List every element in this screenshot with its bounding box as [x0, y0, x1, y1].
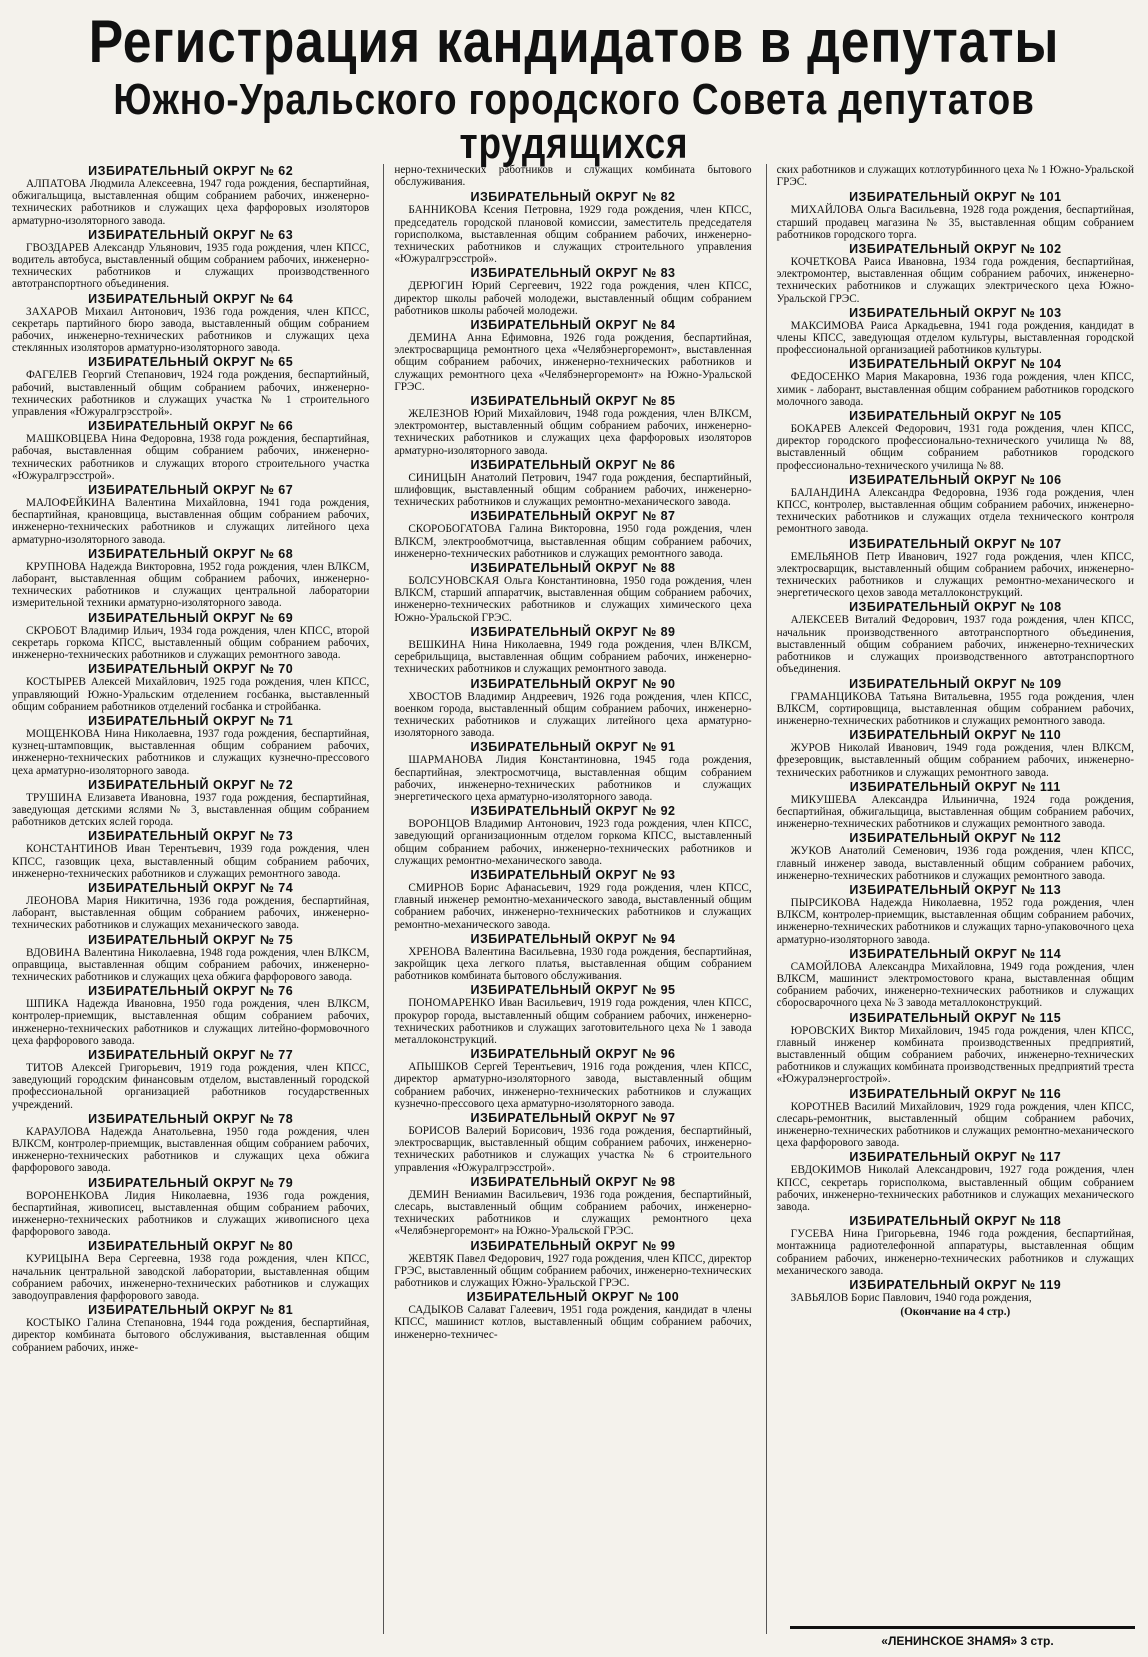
candidate-text: ГРАМАНЦИКОВА Татьяна Витальевна, 1955 года рождения, член ВЛКСМ, сортировщица, выставленная общим собранием рабочих, инженерно-технических работников и служащих ремонтного завода.	[776, 690, 1134, 727]
okrug-title: ИЗБИРАТЕЛЬНЫЙ ОКРУГ № 78	[88, 1111, 294, 1126]
candidate-text: МАКСИМОВА Раиса Аркадьевна, 1941 года рождения, кандидат в члены КПСС, заведующая отделом культуры, выставленная городской профессиональной организацией работников культуры.	[776, 319, 1134, 357]
candidate-text: ЗАВЬЯЛОВ Борис Павлович, 1940 года рождения,	[790, 1292, 1032, 1305]
okrug-title: ИЗБИРАТЕЛЬНЫЙ ОКРУГ № 97	[470, 1110, 676, 1125]
okrug-entry	[12, 164, 369, 227]
okrug-entry	[12, 1048, 369, 1111]
okrug-title: ИЗБИРАТЕЛЬНЫЙ ОКРУГ № 96	[470, 1047, 676, 1062]
okrug-entry	[12, 778, 369, 829]
okrug-entry	[394, 1239, 751, 1290]
okrug-title: ИЗБИРАТЕЛЬНЫЙ ОКРУГ № 102	[849, 242, 1062, 257]
candidate-text: ШПИКА Надежда Ивановна, 1950 года рождения, член ВЛКСМ, контролер-приемщик, выставленная общим собранием рабочих, инженерно-технических работников и служащих литейно-формовочного цеха фарфорового завода.	[12, 998, 370, 1047]
okrug-title: ИЗБИРАТЕЛЬНЫЙ ОКРУГ № 87	[470, 509, 676, 524]
okrug-title: ИЗБИРАТЕЛЬНЫЙ ОКРУГ № 77	[88, 1047, 294, 1062]
okrug-entry	[394, 625, 751, 676]
okrug-entry	[777, 1214, 1134, 1277]
candidate-text: МАЛОФЕЙКИНА Валентина Михайловна, 1941 года рождения, беспартийная, крановщица, выставленная общим собранием рабочих, инженерно-технических работников и служащих литейного цеха арматурно-изоляторного завода.	[12, 497, 370, 546]
columns	[12, 164, 1134, 1634]
okrug-title: ИЗБИРАТЕЛЬНЫЙ ОКРУГ № 108	[849, 600, 1062, 615]
subheadline: Южно-Уральского городского Совета депутатов трудящихся	[113, 75, 1035, 168]
okrug-entry	[777, 306, 1134, 357]
okrug-title: ИЗБИРАТЕЛЬНЫЙ ОКРУГ № 81	[88, 1303, 294, 1318]
column-3	[766, 164, 1134, 1634]
candidate-text: ЖЕВТЯК Павел Федорович, 1927 года рождения, член КПСС, директор ГРЭС, выставленный общим собранием рабочих, инженерно-технических работников и служащих Южно-Уральской ГРЭС.	[394, 1252, 752, 1290]
okrug-entry	[12, 547, 369, 610]
okrug-title: ИЗБИРАТЕЛЬНЫЙ ОКРУГ № 82	[470, 190, 676, 205]
candidate-text: БАЛАНДИНА Александра Федоровна, 1936 года рождения, член КПСС, контролер, выставленная общим собранием рабочих, инженерно-технических работников и служащих отдела технического контроля ремонтного завода.	[776, 486, 1134, 536]
okrug-entry	[394, 983, 751, 1046]
candidate-text: МИКУШЕВА Александра Ильинична, 1924 года рождения, беспартийная, обжигальщица, выставленная общим собранием рабочих, инженерно-технических работников и служащих ремонтного завода.	[776, 793, 1134, 831]
okrug-title: ИЗБИРАТЕЛЬНЫЙ ОКРУГ № 113	[849, 882, 1062, 897]
okrug-title: ИЗБИРАТЕЛЬНЫЙ ОКРУГ № 84	[470, 318, 676, 333]
okrug-title: ИЗБИРАТЕЛЬНЫЙ ОКРУГ № 69	[88, 610, 294, 625]
okrug-entry	[777, 1087, 1134, 1150]
candidate-text: ВОРОНЦОВ Владимир Антонович, 1923 года рождения, член КПСС, заведующий организационным отделом горкома КПСС, выставленный общим собранием рабочих, инженерно-технических работников и служащих ремонтно-механического завода.	[394, 818, 752, 867]
okrug-title: ИЗБИРАТЕЛЬНЫЙ ОКРУГ № 76	[88, 984, 294, 999]
okrug-title: ИЗБИРАТЕЛЬНЫЙ ОКРУГ № 100	[466, 1290, 680, 1305]
okrug-entry	[394, 1111, 751, 1174]
candidate-text: ДЕМИНА Анна Ефимовна, 1926 года рождения, беспартийная, электросварщица ремонтного цеха «Челябэнергоремонт», выставленная общим собранием рабочих, инженерно-технических работников и служащих ремонтного цеха «Челябэнергоремонт» на Южно-Уральской ГРЭС.	[394, 332, 752, 393]
okrug-entry	[777, 537, 1134, 600]
candidate-text: БОРИСОВ Валерий Борисович, 1936 года рождения, беспартийный, электросварщик, выставленный общим собранием рабочих, инженерно-технических работников и служащих участка № 6 строительного управления «Южуралгрэсстрой».	[394, 1124, 752, 1174]
okrug-title: ИЗБИРАТЕЛЬНЫЙ ОКРУГ № 73	[88, 829, 294, 844]
candidate-text: БАННИКОВА Ксения Петровна, 1929 года рождения, член КПСС, председатель городской плановой комиссии, заместитель председателя горисполкома, выставленная общим собранием рабочих, инженерно-технических работников и служащих строительного управления «Южуралгрэсстрой».	[394, 204, 752, 266]
okrug-title: ИЗБИРАТЕЛЬНЫЙ ОКРУГ № 72	[88, 777, 294, 792]
candidate-text: ГВОЗДАРЕВ Александр Ульянович, 1935 года рождения, член КПСС, водитель автобуса, выставленный общим собранием рабочих, инженерно-технических работников и служащих производственного автотранспортного объединения.	[12, 241, 370, 291]
candidate-text: КОСТЫРЕВ Алексей Михайлович, 1925 года рождения, член КПСС, управляющий Южно-Уральским отделением госбанка, выставленный общим собранием работников отделений госбанка и стройбанка.	[12, 676, 370, 713]
column-1	[12, 164, 369, 1634]
okrug-title: ИЗБИРАТЕЛЬНЫЙ ОКРУГ № 86	[470, 457, 676, 472]
candidate-text: СИНИЦЫН Анатолий Петрович, 1947 года рождения, беспартийный, шлифовщик, выставленный общим собранием рабочих, инженерно-технических работников и служащих ремонтно-механического завода.	[394, 471, 752, 509]
okrug-entry	[777, 1150, 1134, 1213]
footer-rule	[790, 1626, 1135, 1629]
okrug-entry	[777, 831, 1134, 882]
okrug-entry	[777, 1011, 1134, 1086]
page-footer: «ЛЕНИНСКОЕ ЗНАМЯ» 3 стр.	[881, 1634, 1054, 1648]
okrug-entry	[777, 677, 1134, 728]
okrug-entry	[12, 1239, 369, 1302]
okrug-entry	[12, 662, 369, 713]
okrug-title: ИЗБИРАТЕЛЬНЫЙ ОКРУГ № 74	[88, 880, 294, 895]
okrug-title: ИЗБИРАТЕЛЬНЫЙ ОКРУГ № 85	[470, 394, 676, 409]
okrug-entry	[777, 190, 1134, 241]
okrug-title: ИЗБИРАТЕЛЬНЫЙ ОКРУГ № 64	[88, 291, 294, 306]
candidate-text: АЛПАТОВА Людмила Алексеевна, 1947 года рождения, беспартийная, обжигальщица, выставленная общим собранием рабочих, инженерно-технических работников и служащих цеха фарфоровых изоляторов арматурно-изоляторного завода.	[12, 178, 370, 227]
okrug-entry	[777, 883, 1134, 946]
candidate-text: СКРОБОТ Владимир Ильич, 1934 года рождения, член КПСС, второй секретарь горкома КПСС, выставленный общим собранием рабочих, инженерно-технических работников и служащих ремонтного завода.	[12, 624, 370, 662]
okrug-title: ИЗБИРАТЕЛЬНЫЙ ОКРУГ № 66	[88, 419, 294, 434]
okrug-title: ИЗБИРАТЕЛЬНЫЙ ОКРУГ № 94	[470, 931, 676, 946]
okrug-entry	[12, 714, 369, 777]
candidate-text: САДЫКОВ Салават Галеевич, 1951 года рождения, кандидат в члены КПСС, машинист котлов, выставленный общим собранием рабочих, инженерно-техничес-	[394, 1304, 752, 1341]
okrug-title: ИЗБИРАТЕЛЬНЫЙ ОКРУГ № 116	[849, 1086, 1062, 1101]
okrug-entry	[394, 1047, 751, 1110]
candidate-text: ЛЕОНОВА Мария Никитична, 1936 года рождения, беспартийная, лаборант, выставленная общим собранием рабочих, инженерно-технических работников и служащих механического завода.	[12, 894, 370, 932]
okrug-entry	[12, 829, 369, 880]
okrug-title: ИЗБИРАТЕЛЬНЫЙ ОКРУГ № 117	[849, 1150, 1062, 1165]
okrug-entry	[394, 190, 751, 265]
okrug-entry	[12, 1176, 369, 1239]
okrug-title: ИЗБИРАТЕЛЬНЫЙ ОКРУГ № 91	[470, 740, 676, 755]
okrug-entry	[12, 1303, 369, 1354]
okrug-entry	[394, 677, 751, 740]
candidate-text: ДЕРЮГИН Юрий Сергеевич, 1922 года рождения, член КПСС, директор школы рабочей молодежи, выставленный общим собранием работников школы рабочей молодежи.	[394, 280, 752, 317]
candidate-text: ТИТОВ Алексей Григорьевич, 1919 года рождения, член КПСС, заведующий городским финансовым отделом, выставленный городской профессиональной организацией работников государственных учреждений.	[12, 1061, 370, 1111]
column-2	[383, 164, 751, 1634]
okrug-title: ИЗБИРАТЕЛЬНЫЙ ОКРУГ № 75	[88, 932, 294, 947]
candidate-text: ЗАХАРОВ Михаил Антонович, 1936 года рождения, член КПСС, секретарь партийного бюро завода, выставленный общим собранием рабочих, инженерно-технических работников и служащих цеха стеклянных изоляторов арматурно-изоляторного завода.	[12, 305, 370, 355]
okrug-entry	[394, 509, 751, 560]
candidate-text: КРУПНОВА Надежда Викторовна, 1952 года рождения, член ВЛКСМ, лаборант, выставленная общим собранием рабочих, инженерно-технических работников и служащих центральной лаборатории измерительной техники арматурно-изоляторного завода.	[12, 560, 370, 610]
candidate-text: СКОРОБОГАТОВА Галина Викторовна, 1950 года рождения, член ВЛКСМ, электрообмотчица, выставленная общим собранием рабочих, инженерно-технических работников и служащих ремонтного завода.	[394, 523, 752, 560]
candidate-text: АЛЕКСЕЕВ Виталий Федорович, 1937 года рождения, член КПСС, начальник производственного автотранспортного объединения, выставленный общим собранием рабочих, инженерно-технических работников и служащих производственного автотранспортного объединения.	[776, 614, 1134, 676]
okrug-entry	[12, 984, 369, 1047]
okrug-title: ИЗБИРАТЕЛЬНЫЙ ОКРУГ № 119	[849, 1278, 1062, 1293]
okrug-title: ИЗБИРАТЕЛЬНЫЙ ОКРУГ № 71	[88, 713, 294, 728]
okrug-entry	[777, 409, 1134, 472]
okrug-entry	[12, 1112, 369, 1175]
candidate-text: ЖУКОВ Анатолий Семенович, 1936 года рождения, член КПСС, главный инженер завода, выставленный общим собранием рабочих, инженерно-технических работников и служащих ремонтного завода.	[776, 845, 1134, 882]
okrug-entry	[777, 947, 1134, 1010]
okrug-entry	[777, 473, 1134, 536]
candidate-text: ХВОСТОВ Владимир Андреевич, 1926 года рождения, член КПСС, военком города, выставленный общим собранием рабочих, инженерно-технических работников и служащих литейного цеха арматурно-изоляторного завода.	[394, 690, 752, 740]
okrug-title: ИЗБИРАТЕЛЬНЫЙ ОКРУГ № 89	[470, 624, 676, 639]
okrug-entry	[394, 266, 751, 317]
okrug-entry	[394, 318, 751, 393]
okrug-entry	[12, 611, 369, 662]
candidate-text: ВОРОНЕНКОВА Лидия Николаевна, 1936 года рождения, беспартийная, живописец, выставленная общим собранием рабочих, инженерно-технических работников и служащих живописного цеха фарфорового завода.	[12, 1189, 370, 1239]
candidate-text: МОЩЕНКОВА Нина Николаевна, 1937 года рождения, беспартийная, кузнец-штамповщик, выставленная общим собранием рабочих, инженерно-технических работников и служащих кузнечно-прессового цеха арматурно-изоляторного завода.	[12, 727, 370, 777]
okrug-entry	[777, 600, 1134, 675]
continued-note: (Окончание на 4 стр.)	[900, 1306, 1011, 1319]
okrug-entry	[12, 355, 369, 418]
okrug-title: ИЗБИРАТЕЛЬНЫЙ ОКРУГ № 106	[849, 472, 1062, 487]
okrug-title: ИЗБИРАТЕЛЬНЫЙ ОКРУГ № 90	[470, 676, 676, 691]
okrug-title: ИЗБИРАТЕЛЬНЫЙ ОКРУГ № 79	[88, 1175, 294, 1190]
candidate-text: КОРОТНЕВ Василий Михайлович, 1929 года рождения, член КПСС, слесарь-ремонтник, выставленный общим собранием рабочих, инженерно-технических работников и служащих ремонтно-механического цеха фарфорового завода.	[776, 1100, 1134, 1150]
okrug-title: ИЗБИРАТЕЛЬНЫЙ ОКРУГ № 99	[470, 1238, 676, 1253]
okrug-title: ИЗБИРАТЕЛЬНЫЙ ОКРУГ № 95	[470, 983, 676, 998]
okrug-title: ИЗБИРАТЕЛЬНЫЙ ОКРУГ № 107	[849, 536, 1062, 551]
okrug-entry	[12, 419, 369, 482]
okrug-title: ИЗБИРАТЕЛЬНЫЙ ОКРУГ № 63	[88, 227, 294, 242]
okrug-title: ИЗБИРАТЕЛЬНЫЙ ОКРУГ № 105	[849, 409, 1062, 424]
candidate-text: БОКАРЕВ Алексей Федорович, 1931 года рождения, член КПСС, директор городского профессионально-технического училища № 88, выставленный общим собранием работников городского профессионально-технического училища № 88.	[776, 423, 1134, 472]
okrug-title: ИЗБИРАТЕЛЬНЫЙ ОКРУГ № 104	[849, 357, 1062, 372]
okrug-entry	[777, 1278, 1134, 1304]
okrug-entry	[394, 1175, 751, 1238]
okrug-entry	[12, 228, 369, 291]
okrug-title: ИЗБИРАТЕЛЬНЫЙ ОКРУГ № 65	[88, 355, 294, 370]
continuation-text: ских работников и служащих котлотурбинного цеха № 1 Южно-Уральской ГРЭС.	[776, 164, 1134, 189]
candidate-text: МИХАЙЛОВА Ольга Васильевна, 1928 года рождения, беспартийная, старший продавец магазина № 35, выставленная общим собранием работников городского торга.	[776, 204, 1134, 241]
candidate-text: СМИРНОВ Борис Афанасьевич, 1929 года рождения, член КПСС, главный инженер ремонтно-механического завода, выставленный общим собранием рабочих, инженерно-технических работников и служащих ремонтно-механического завода.	[394, 881, 752, 931]
okrug-entry	[394, 740, 751, 803]
okrug-entry	[394, 458, 751, 509]
candidate-text: ДЕМИН Вениамин Васильевич, 1936 года рождения, беспартийный, слесарь, выставленный общим собранием рабочих, инженерно-технических работников и служащих ремонтного цеха «Челябэнергоремонт» на Южно-Уральской ГРЭС.	[394, 1188, 752, 1238]
candidate-text: ЕМЕЛЬЯНОВ Петр Иванович, 1927 года рождения, член КПСС, электросварщик, выставленный общим собранием рабочих, инженерно-технических работников и служащих ремонтно-механического и энергетического цехов завода металлоконструкций.	[776, 550, 1134, 600]
okrug-title: ИЗБИРАТЕЛЬНЫЙ ОКРУГ № 115	[849, 1010, 1062, 1025]
okrug-title: ИЗБИРАТЕЛЬНЫЙ ОКРУГ № 111	[849, 779, 1061, 794]
okrug-title: ИЗБИРАТЕЛЬНЫЙ ОКРУГ № 98	[470, 1174, 676, 1189]
okrug-entry	[394, 868, 751, 931]
candidate-text: АПЫШКОВ Сергей Терентьевич, 1916 года рождения, член КПСС, директор арматурно-изоляторного завода, выставленный общим собранием рабочих, инженерно-технических работников и служащих кузнечно-прессового цеха арматурно-изоляторного завода.	[394, 1061, 752, 1110]
candidate-text: ХРЕНОВА Валентина Васильевна, 1930 года рождения, беспартийная, закройщик цеха легкого платья, выставленная общим собранием работников комбината бытового обслуживания.	[394, 945, 752, 983]
okrug-entry	[394, 561, 751, 624]
okrug-title: ИЗБИРАТЕЛЬНЫЙ ОКРУГ № 101	[849, 190, 1062, 205]
okrug-title: ИЗБИРАТЕЛЬНЫЙ ОКРУГ № 93	[470, 867, 676, 882]
candidate-text: МАШКОВЦЕВА Нина Федоровна, 1938 года рождения, беспартийная, рабочая, выставленная общим собранием рабочих, инженерно-технических работников и служащих второго строительного участка «Южуралгрэсстрой».	[12, 433, 370, 482]
okrug-entry	[12, 483, 369, 546]
candidate-text: КОНСТАНТИНОВ Иван Терентьевич, 1939 года рождения, член КПСС, газовщик цеха, выставленный общим собранием рабочих, инженерно-технических работников и служащих ремонтного завода.	[12, 843, 370, 880]
candidate-text: ЖУРОВ Николай Иванович, 1949 года рождения, член ВЛКСМ, фрезеровщик, выставленный общим собранием рабочих, инженерно-технических работников и служащих ремонтного завода.	[776, 742, 1134, 779]
okrug-title: ИЗБИРАТЕЛЬНЫЙ ОКРУГ № 118	[849, 1214, 1062, 1229]
candidate-text: КАРАУЛОВА Надежда Анатольевна, 1950 года рождения, член ВЛКСМ, контролер-приемщик, выставленная общим собранием рабочих, инженерно-технических работников и служащих цеха обжига фарфорового завода.	[12, 1125, 370, 1175]
okrug-entry	[394, 1290, 751, 1341]
candidate-text: ФЕДОСЕНКО Мария Макаровна, 1936 года рождения, член КПСС, химик - лаборант, выставленная общим собранием работников городского молочного завода.	[776, 371, 1134, 408]
candidate-text: ГУСЕВА Нина Григорьевна, 1946 года рождения, беспартийная, монтажница радиотелефонной аппаратуры, выставленная общим собранием рабочих, инженерно-технических работников и служащих механического завода.	[776, 1228, 1134, 1277]
okrug-title: ИЗБИРАТЕЛЬНЫЙ ОКРУГ № 83	[470, 266, 676, 281]
okrug-entry	[394, 932, 751, 983]
candidate-text: САМОЙЛОВА Александра Михайловна, 1949 года рождения, член ВЛКСМ, машинист электромостового крана, выставленная общим собранием рабочих, инженерно-технических работников и служащих сборосварочного цеха № 3 завода металлоконструкций.	[776, 960, 1134, 1010]
candidate-text: ЕВДОКИМОВ Николай Александрович, 1927 года рождения, член КПСС, секретарь горисполкома, выставленный общим собранием рабочих, инженерно-технических работников и служащих механического завода.	[776, 1164, 1134, 1213]
candidate-text: ВЕШКИНА Нина Николаевна, 1949 года рождения, член ВЛКСМ, серебрильщица, выставленная общим собранием рабочих, инженерно-технических работников и служащих ремонтного завода.	[394, 638, 752, 676]
candidate-text: ТРУШИНА Елизавета Ивановна, 1937 года рождения, беспартийная, заведующая детскими яслями № 3, выставленная общим собранием работников детских яслей города.	[12, 791, 370, 829]
okrug-entry	[394, 394, 751, 457]
okrug-title: ИЗБИРАТЕЛЬНЫЙ ОКРУГ № 62	[88, 164, 294, 178]
okrug-entry	[777, 728, 1134, 779]
okrug-title: ИЗБИРАТЕЛЬНЫЙ ОКРУГ № 67	[88, 483, 294, 498]
candidate-text: БОЛСУНОВСКАЯ Ольга Константиновна, 1950 года рождения, член ВЛКСМ, старший аппаратчик, выставленная общим собранием рабочих, инженерно-технических работников и служащих химического цеха Южно-Уральской ГРЭС.	[394, 575, 752, 624]
okrug-title: ИЗБИРАТЕЛЬНЫЙ ОКРУГ № 103	[849, 305, 1062, 320]
candidate-text: КОСТЫКО Галина Степановна, 1944 года рождения, беспартийная, директор комбината бытового обслуживания, выставленная общим собранием рабочих, инже-	[12, 1317, 370, 1354]
okrug-entry	[12, 933, 369, 984]
headline: Регистрация кандидатов в депутаты	[88, 8, 1060, 75]
okrug-title: ИЗБИРАТЕЛЬНЫЙ ОКРУГ № 112	[849, 831, 1062, 846]
okrug-title: ИЗБИРАТЕЛЬНЫЙ ОКРУГ № 68	[88, 546, 294, 561]
okrug-entry	[777, 780, 1134, 831]
okrug-title: ИЗБИРАТЕЛЬНЫЙ ОКРУГ № 92	[470, 804, 676, 819]
continuation-text: нерно-технических работников и служащих комбината бытового обслуживания.	[394, 164, 752, 189]
okrug-title: ИЗБИРАТЕЛЬНЫЙ ОКРУГ № 70	[88, 662, 294, 677]
candidate-text: КУРИЦЫНА Вера Сергеевна, 1938 года рождения, член КПСС, начальник центральной заводской лаборатории, выставленная общим собранием рабочих, инженерно-технических работников и служащих заводоуправления фарфорового завода.	[12, 1253, 370, 1303]
okrug-title: ИЗБИРАТЕЛЬНЫЙ ОКРУГ № 110	[849, 728, 1062, 743]
candidate-text: ПОНОМАРЕНКО Иван Васильевич, 1919 года рождения, член КПСС, прокурор города, выставленный общим собранием рабочих, инженерно-технических работников и служащих заготовительного цеха № 1 завода металлоконструкций.	[394, 997, 752, 1046]
candidate-text: ПЫРСИКОВА Надежда Николаевна, 1952 года рождения, член ВЛКСМ, контролер-приемщик, выставленная общим собранием рабочих, инженерно-технических работников и служащих тарно-упаковочного цеха арматурно-изоляторного завода.	[776, 896, 1134, 946]
okrug-entry	[777, 357, 1134, 408]
okrug-entry	[12, 881, 369, 932]
okrug-title: ИЗБИРАТЕЛЬНЫЙ ОКРУГ № 88	[470, 561, 676, 576]
okrug-title: ИЗБИРАТЕЛЬНЫЙ ОКРУГ № 80	[88, 1239, 294, 1254]
okrug-entry	[12, 292, 369, 355]
candidate-text: ШАРМАНОВА Лидия Константиновна, 1945 года рождения, беспартийная, электросмотчица, выставленная общим собранием рабочих, инженерно-технических работников и служащих энергетического цеха арматурно-изоляторного завода.	[394, 754, 752, 803]
okrug-entry	[394, 804, 751, 867]
candidate-text: ЮРОВСКИХ Виктор Михайлович, 1945 года рождения, член КПСС, главный инженер комбината производственных предприятий, выставленный общим собранием рабочих, инженерно-технических работников и служащих комбината производственных предприятий треста «Южуралэнергострой».	[776, 1024, 1134, 1086]
okrug-entry	[777, 242, 1134, 305]
candidate-text: КОЧЕТКОВА Раиса Ивановна, 1934 года рождения, беспартийная, электромонтер, выставленная общим собранием рабочих, инженерно-технических работников и служащих электрического цеха Южно-Уральской ГРЭС.	[776, 256, 1134, 305]
okrug-title: ИЗБИРАТЕЛЬНЫЙ ОКРУГ № 114	[849, 946, 1062, 961]
candidate-text: ЖЕЛЕЗНОВ Юрий Михайлович, 1948 года рождения, член ВЛКСМ, электромонтер, выставленный общим собранием рабочих, инженерно-технических работников и служащих цеха фарфоровых изоляторов арматурно-изоляторного завода.	[394, 408, 752, 457]
candidate-text: ВДОВИНА Валентина Николаевна, 1948 года рождения, член ВЛКСМ, оправщица, выставленная общим собранием рабочих, инженерно-технических работников и служащих цеха обжига фарфорового завода.	[12, 946, 370, 983]
candidate-text: ФАГЕЛЕВ Георгий Степанович, 1924 года рождения, беспартийный, рабочий, выставленный общим собранием рабочих, инженерно-технических работников и служащих участка № 1 строительного управления «Южуралгрэсстрой».	[12, 369, 370, 419]
okrug-title: ИЗБИРАТЕЛЬНЫЙ ОКРУГ № 109	[849, 676, 1062, 691]
